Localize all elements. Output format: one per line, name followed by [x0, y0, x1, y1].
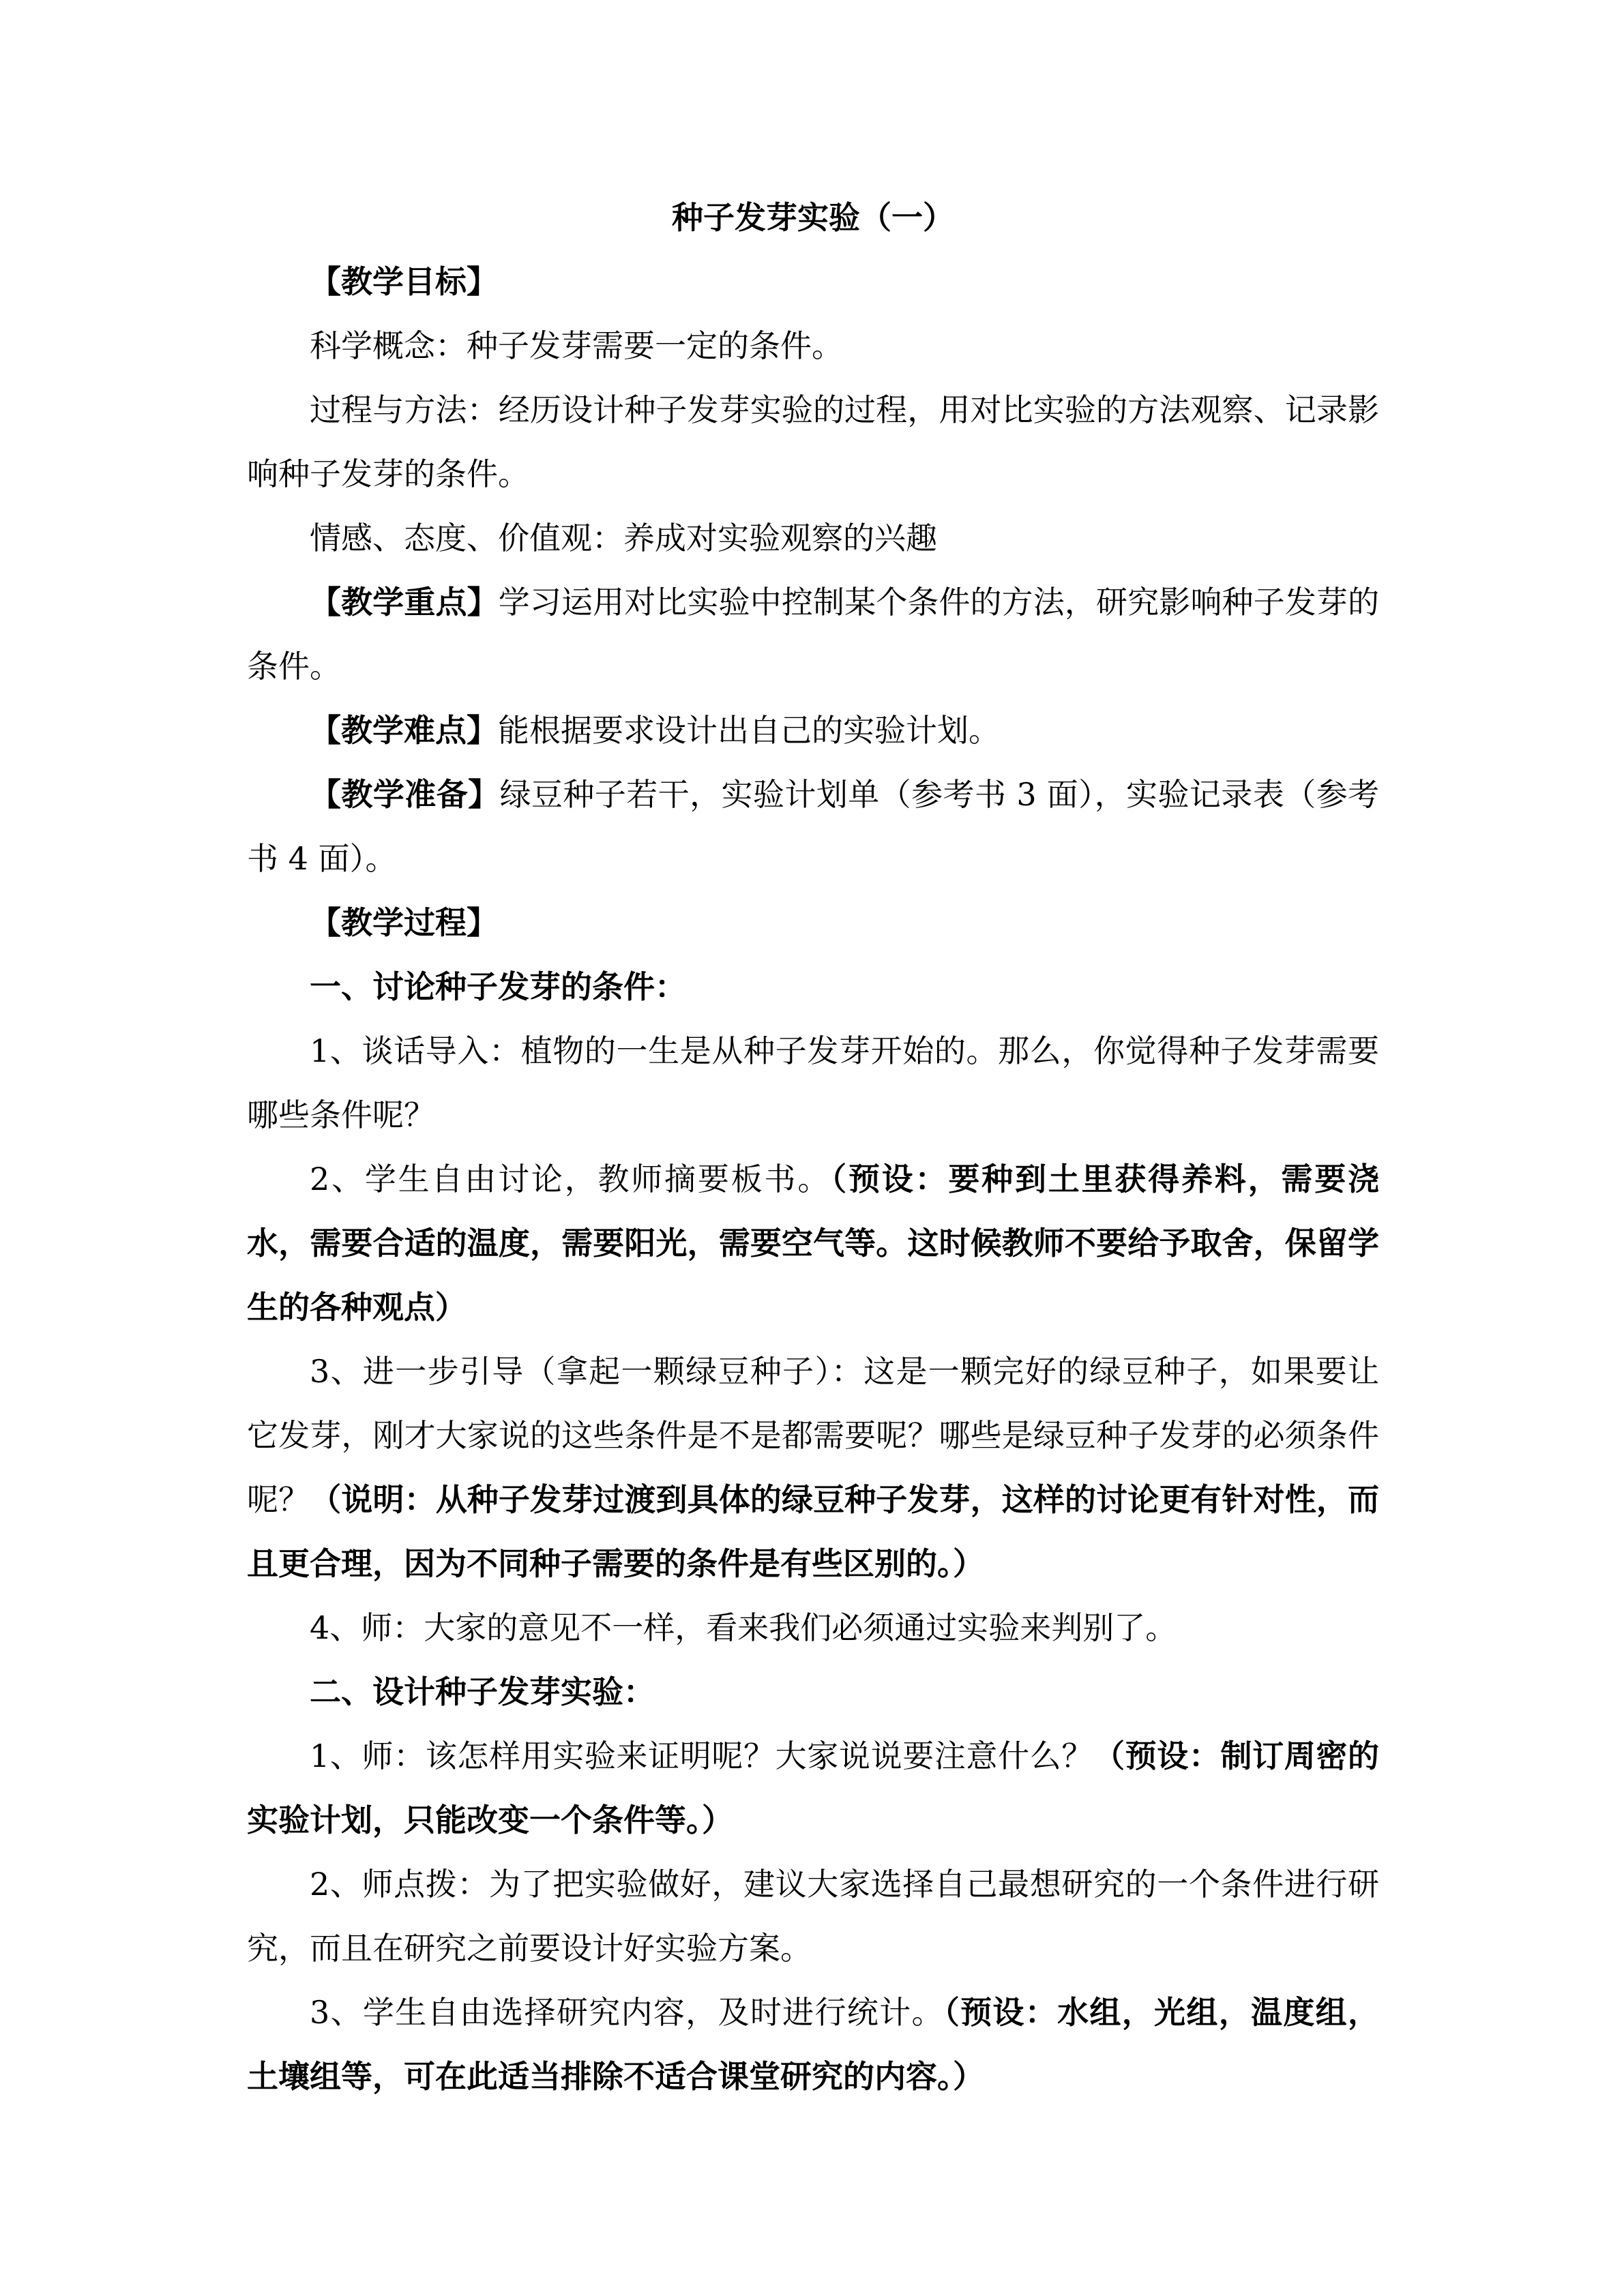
- preparation-label: 【教学准备】: [310, 776, 500, 813]
- difficulty-text: 能根据要求设计出自己的实验计划。: [498, 712, 1000, 749]
- section1-item3-note: （说明：从种子发芽过渡到具体的绿豆种子发芽，这样的讨论更有针对性，而且更合理，因为不同种子需要的条件是有些区别的。）: [247, 1481, 1380, 1582]
- document-body: [247, 185, 1379, 2108]
- preparation-paragraph: [247, 762, 1379, 891]
- section1-item2: [247, 1147, 1379, 1339]
- section1-item1: 1、谈话导入：植物的一生是从种子发芽开始的。那么，你觉得种子发芽需要哪些条件呢？: [247, 1032, 1379, 1133]
- section2-item1-note: （预设：制订周密的实验计划，只能改变一个条件等。）: [247, 1738, 1379, 1838]
- section2-item3-note: （预设：水组，光组，温度组，土壤组等，可在此适当排除不适合课堂研究的内容。）: [247, 1994, 1379, 2095]
- key-point-text: 学习运用对比实验中控制某个条件的方法，研究影响种子发芽的条件。: [247, 584, 1380, 685]
- concept-paragraph: 科学概念：种子发芽需要一定的条件。: [310, 327, 843, 364]
- objectives-heading: 【教学目标】: [310, 263, 498, 300]
- section1-heading: 一、讨论种子发芽的条件：: [310, 968, 686, 1005]
- key-point-label: 【教学重点】: [310, 584, 499, 621]
- section1-item3: [247, 1339, 1379, 1596]
- section1-item2-note: （预设：要种到土里获得养料，需要浇水，需要合适的温度，需要阳光，需要空气等。这时候教师不要给予取舍，保留学生的各种观点）: [247, 1161, 1379, 1326]
- section2-item1-text: 1、师：该怎样用实验来证明呢？大家说说要注意什么？: [310, 1738, 1093, 1774]
- key-point-paragraph: [247, 570, 1379, 698]
- section1-item3-text: 3、进一步引导（拿起一颗绿豆种子）：这是一颗完好的绿豆种子，如果要让它发芽，刚才大家说的这些条件是不是都需要呢？哪些是绿豆种子发芽的必须条件呢？: [247, 1353, 1379, 1518]
- section2-item1: [247, 1724, 1379, 1852]
- section2-item2: 2、师点拨：为了把实验做好，建议大家选择自己最想研究的一个条件进行研究，而且在研究之前要设计好实验方案。: [247, 1866, 1379, 1967]
- difficulty-label: 【教学难点】: [310, 712, 498, 749]
- section1-item4: 4、师：大家的意见不一样，看来我们必须通过实验来判别了。: [310, 1609, 1177, 1646]
- process-method-paragraph: 过程与方法：经历设计种子发芽实验的过程，用对比实验的方法观察、记录影响种子发芽的条件。: [247, 391, 1379, 492]
- process-heading: 【教学过程】: [310, 904, 498, 941]
- section2-heading: 二、设计种子发芽实验：: [310, 1673, 655, 1710]
- section2-item3-text: 3、学生自由选择研究内容，及时进行统计。: [310, 1994, 944, 2031]
- difficulty-paragraph: [247, 698, 1379, 762]
- attitude-paragraph: 情感、态度、价值观：养成对实验观察的兴趣: [310, 520, 937, 556]
- section1-item2-text: 2、学生自由讨论，教师摘要板书。: [310, 1161, 831, 1197]
- page-title: 种子发芽实验（一）: [672, 199, 954, 236]
- section2-item3: [247, 1980, 1379, 2108]
- preparation-text: 绿豆种子若干，实验计划单（参考书 3 面），实验记录表（参考书 4 面）。: [247, 776, 1380, 877]
